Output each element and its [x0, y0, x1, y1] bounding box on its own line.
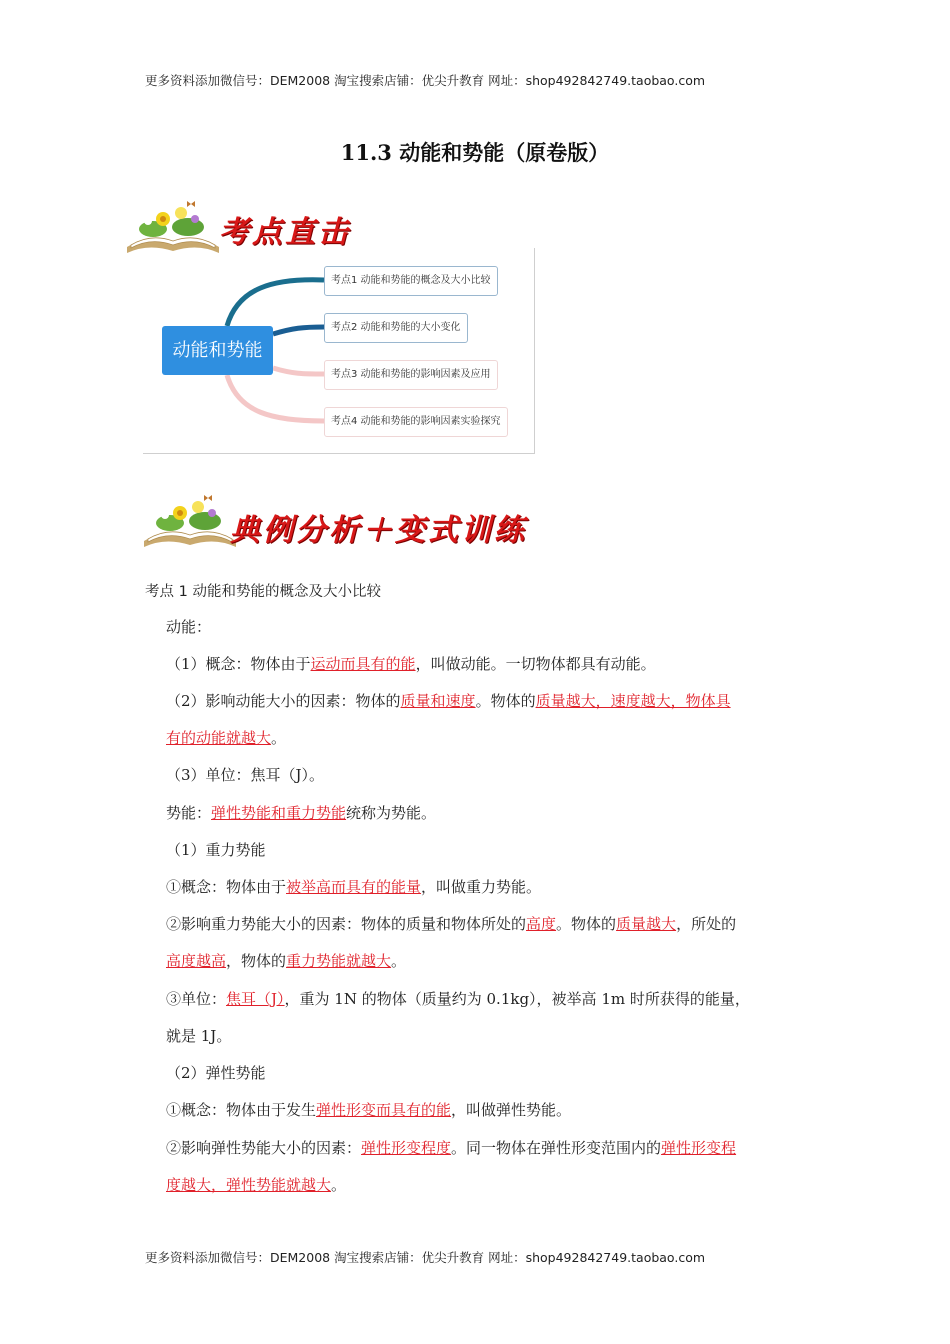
key-term: 运动而具有的能 [310, 655, 416, 673]
key-term: 弹性势能和重力势能 [211, 804, 347, 822]
body-text: （3）单位：焦耳（J）。 [166, 766, 325, 784]
key-term: 重力势能就越大 [286, 952, 392, 970]
key-term: 被举高而具有的能量 [286, 878, 422, 896]
body-text: 。物体的 [556, 915, 617, 933]
body-text: 就是 1J。 [166, 1027, 232, 1045]
body-text: （2）影响动能大小的因素：物体的 [166, 692, 401, 710]
body-line [166, 1099, 571, 1120]
body-text: 统称为势能。 [346, 804, 437, 822]
body-text: ②影响重力势能大小的因素：物体的质量和物体所处的 [166, 915, 527, 933]
body-line [166, 913, 736, 934]
banner-dianli-fenxi: 典例分析＋变式训练 [230, 513, 527, 548]
key-term: 高度越高 [166, 952, 227, 970]
body-line [166, 950, 406, 971]
page-title: 11.3 动能和势能（原卷版） [340, 140, 610, 165]
body-text: ②影响弹性势能大小的因素： [166, 1139, 362, 1157]
body-line [166, 1062, 266, 1083]
key-term: 弹性形变程 [661, 1139, 737, 1157]
key-term: 质量越大 [616, 915, 677, 933]
body-text: 动能： [166, 618, 212, 636]
mindmap-node-1: 考点1 动能和势能的概念及大小比较 [324, 266, 498, 296]
body-text: 。 [331, 1176, 347, 1194]
body-text: （2）弹性势能 [166, 1064, 266, 1082]
body-text: 势能： [166, 804, 212, 822]
page-footer: 更多资料添加微信号：DEM2008 淘宝搜索店铺：优尖升教育 网址：shop492842749.taobao.com [145, 1250, 706, 1265]
body-text: ①概念：物体由于发生 [166, 1101, 317, 1119]
mindmap-node-4: 考点4 动能和势能的影响因素实验探究 [324, 407, 508, 437]
body-line [166, 653, 656, 674]
body-text: 。同一物体在弹性形变范围内的 [451, 1139, 662, 1157]
mindmap-node-2: 考点2 动能和势能的大小变化 [324, 313, 468, 343]
body-line [166, 876, 541, 897]
key-term: 焦耳（J） [226, 990, 285, 1008]
body-line [166, 1174, 346, 1195]
body-text: （1）概念：物体由于 [166, 655, 311, 673]
body-text: ①概念：物体由于 [166, 878, 287, 896]
banner-kaodian-zhiji: 考点直击 [219, 215, 351, 250]
body-line [166, 802, 436, 823]
body-text: 。 [391, 952, 407, 970]
body-line [166, 988, 750, 1009]
book-flower-icon [140, 491, 240, 551]
body-line [166, 690, 731, 711]
body-line [166, 616, 211, 637]
body-text: ，重为 1N 的物体（质量约为 0.1kg），被举高 1m 时所获得的能量， [284, 990, 750, 1008]
body-text: ③单位： [166, 990, 227, 1008]
key-term: 弹性形变程度 [361, 1139, 452, 1157]
mindmap-node-3: 考点3 动能和势能的影响因素及应用 [324, 360, 498, 390]
body-text: ，所处的 [676, 915, 737, 933]
section-heading: 考点 1 动能和势能的概念及大小比较 [145, 584, 381, 600]
body-line [166, 764, 324, 785]
page-header: 更多资料添加微信号：DEM2008 淘宝搜索店铺：优尖升教育 网址：shop492842749.taobao.com [145, 73, 706, 88]
body-text: （1）重力势能 [166, 841, 266, 859]
mindmap-root: 动能和势能 [162, 326, 273, 375]
body-line [166, 1137, 736, 1158]
body-line [166, 1025, 231, 1046]
body-line [166, 727, 286, 748]
body-text: ，叫做动能。一切物体都具有动能。 [415, 655, 656, 673]
mindmap [143, 248, 535, 454]
body-text: ，叫做重力势能。 [421, 878, 542, 896]
body-line [166, 839, 266, 860]
body-text: 。 [271, 729, 287, 747]
key-term: 有的动能就越大 [166, 729, 272, 747]
key-term: 度越大，弹性势能就越大 [166, 1176, 332, 1194]
body-text: 。物体的 [475, 692, 536, 710]
body-text: ，物体的 [226, 952, 287, 970]
key-term: 弹性形变而具有的能 [316, 1101, 452, 1119]
body-text: ，叫做弹性势能。 [451, 1101, 572, 1119]
key-term: 质量和速度 [400, 692, 476, 710]
key-term: 高度 [526, 915, 557, 933]
key-term: 质量越大，速度越大，物体具 [535, 692, 731, 710]
